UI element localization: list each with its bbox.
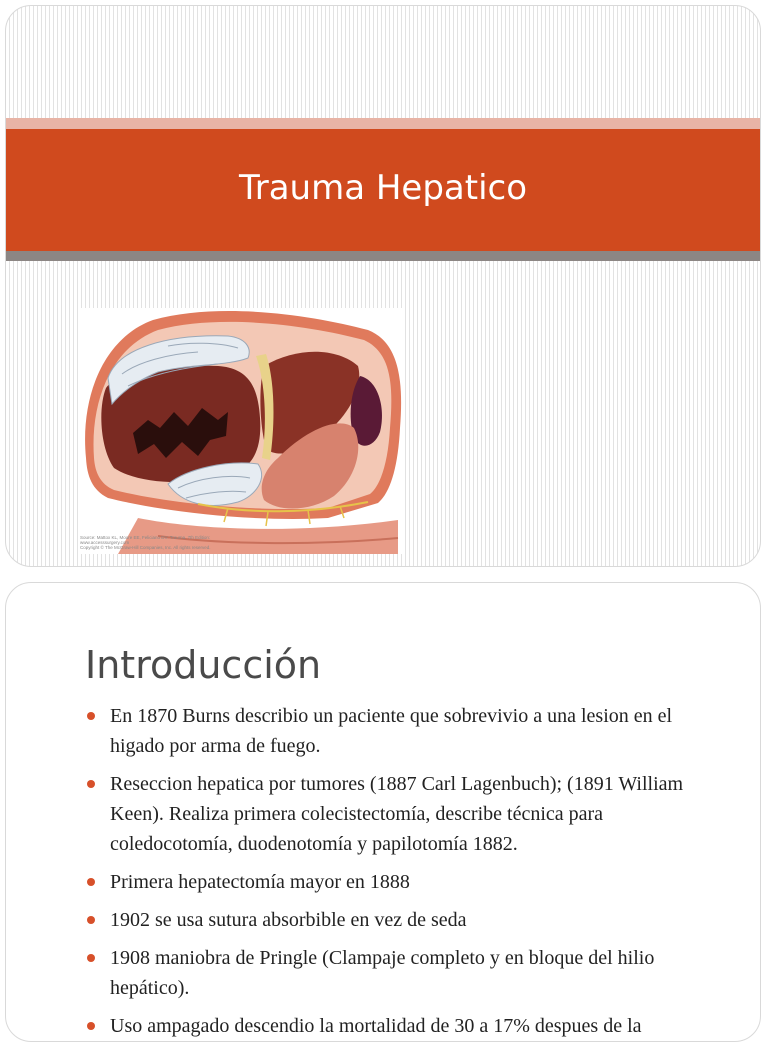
bullet-item [84, 943, 724, 1003]
bullet-dot-icon [87, 878, 95, 886]
accent-band-bottom [6, 251, 760, 261]
bullet-dot-icon [87, 916, 95, 924]
bullet-text: Uso ampagado descendio la mortalidad de 30 a 17% despues de la [110, 1015, 642, 1037]
bullet-text: Reseccion hepatica por tumores (1887 Carl Lagenbuch); (1891 William Keen). Realiza primera colecistectomía, describe técnica para coledocotomía, duodenotomía y papilotomía 1882. [110, 773, 684, 855]
slide-title: Trauma Hepatico [238, 168, 528, 208]
title-slide [5, 5, 761, 567]
credit-line: Copyright © The McGraw-Hill Companies, Inc. All rights reserved. [80, 545, 211, 550]
bullet-text: Primera hepatectomía mayor en 1888 [110, 871, 410, 893]
section-heading: Introducción [85, 643, 322, 687]
accent-band-top [6, 118, 760, 129]
bullet-list [84, 701, 724, 1042]
bullet-item [84, 867, 724, 897]
bullet-dot-icon [87, 1022, 95, 1030]
bullet-dot-icon [87, 712, 95, 720]
credit-line: Source: Mattox KL, Moore EE, Feliciano DV: Trauma, 7th Edition: [80, 535, 211, 540]
liver-illustration-svg [78, 308, 402, 554]
bullet-text: 1902 se usa sutura absorbible en vez de seda [110, 909, 467, 931]
bullet-item [84, 769, 724, 859]
liver-laceration-illustration [78, 308, 402, 554]
bullet-dot-icon [87, 780, 95, 788]
bullet-item [84, 701, 724, 761]
image-credit [80, 535, 211, 550]
credit-line: www.accesssurgery.com [80, 540, 130, 545]
bullet-item [84, 905, 724, 935]
bullet-text: En 1870 Burns describio un paciente que sobrevivio a una lesion en el higado por arma de fuego. [110, 705, 673, 757]
bullet-text: 1908 maniobra de Pringle (Clampaje completo y en bloque del hilio hepático). [110, 947, 655, 999]
bullet-item [84, 1011, 724, 1041]
bullet-dot-icon [87, 954, 95, 962]
content-slide [5, 582, 761, 1042]
